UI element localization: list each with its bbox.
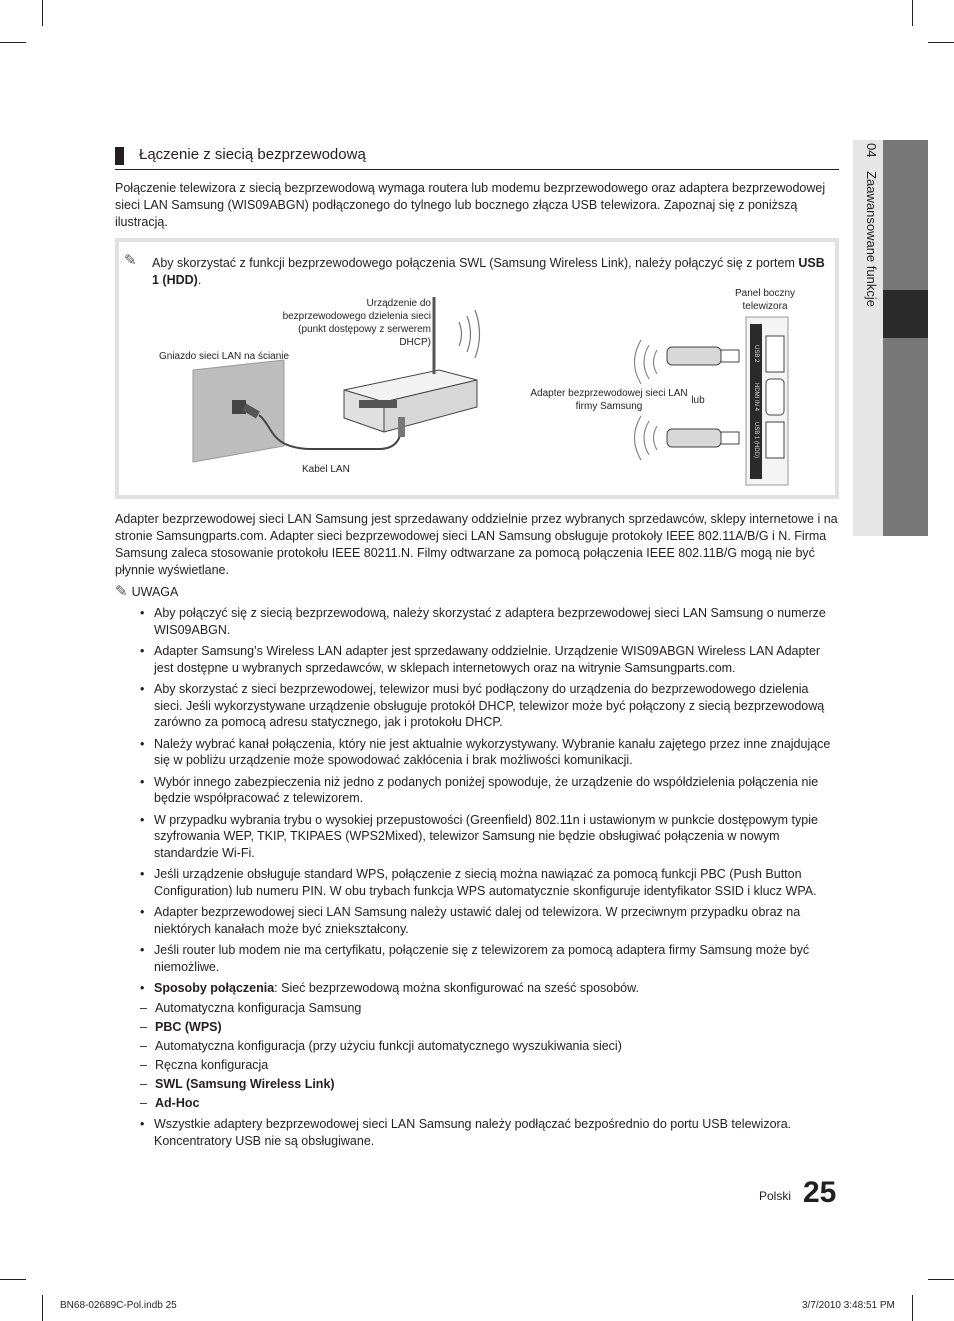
lan-cable-label: Kabel LAN	[302, 464, 350, 475]
usb1-port	[766, 422, 784, 458]
list-item: • Wszystkie adaptery bezprzewodowej sieci LAN Samsung należy podłączać bezpośrednio do portu USB telewizora. Koncentratory USB nie są obsługiwane.	[140, 1116, 840, 1149]
list-item: • Jeśli router lub modem nie ma certyfikatu, połączenie się z telewizorem za pomocą adaptera firmy Samsung może być niemożliwe.	[140, 942, 840, 975]
crop-mark	[0, 42, 26, 43]
chapter-tab-label	[857, 143, 879, 363]
section-title: Łączenie z siecią bezprzewodową	[139, 146, 366, 163]
list-item-methods	[140, 980, 840, 1111]
note-pencil-icon: ✎	[124, 252, 137, 269]
side-panel-label: Panel boczny telewizora	[734, 288, 796, 312]
connection-diagram	[119, 242, 835, 495]
sub-list-item	[140, 1095, 840, 1112]
router-wifi-waves	[459, 310, 480, 358]
note-list	[140, 605, 840, 1154]
crop-mark	[912, 0, 913, 26]
chapter-tab-dark-block	[883, 140, 928, 290]
figure-note-port: USB 1 (HDD)	[152, 256, 825, 287]
intro-paragraph: Połączenie telewizora z siecią bezprzewodową wymaga routera lub modemu bezprzewodowego oraz adaptera bezprzewodowej sieci LAN Samsung (WIS09ABGN) podłączonego do tylnego lub bocznego złącza USB telewizora. Zapoznaj się z poniższą ilustracją.	[115, 181, 826, 229]
chapter-number: 04	[864, 143, 879, 158]
list-item: • Adapter Samsung’s Wireless LAN adapter jest sprzedawany oddzielnie. Urządzenie WIS09ABGN Wireless LAN Adapter jest dostępne u wybranych sprzedawców, w sklepach internetowych oraz na witrynie Samsungparts.com.	[140, 643, 840, 676]
usb1-port-label: USB 1 (HDD)	[753, 422, 759, 458]
hdmi-port	[766, 379, 784, 415]
note-pencil-icon: ✎	[115, 583, 128, 600]
hdmi-port-label: HDMI IN 4	[753, 382, 759, 411]
adapter-label: Adapter bezprzewodowej sieci LAN firmy Samsung	[530, 388, 688, 412]
connection-diagram-frame	[115, 238, 839, 499]
methods-list	[154, 1000, 840, 1112]
chapter-tab-active-marker	[883, 290, 928, 338]
crop-mark	[42, 0, 43, 26]
sub-list-item-text: PBC (WPS)	[155, 1019, 222, 1034]
sub-list-item	[140, 1076, 840, 1093]
imprint-date: 3/7/2010 3:48:51 PM	[802, 1300, 895, 1311]
list-item: • Adapter bezprzewodowej sieci LAN Samsung należy ustawić dalej od telewizora. W przeciwnym przypadku obraz na niektórych kanałach może być zniekształcony.	[140, 904, 840, 937]
imprint-file: BN68-02689C-Pol.indb 25	[60, 1300, 177, 1311]
methods-text: : Sieć bezprzewodową można skonfigurować na sześć sposobów.	[274, 981, 639, 995]
figure-note-period: .	[197, 273, 202, 287]
usb-plug-bottom	[721, 432, 739, 444]
wall-lan-socket	[232, 400, 246, 414]
sub-list-item	[140, 1019, 840, 1036]
or-label: lub	[691, 395, 705, 406]
crop-mark	[928, 1279, 954, 1280]
router-label: Urządzenie do bezprzewodowego dzielenia sieci (punkt dostępowy z serwerem DHCP)	[282, 298, 431, 348]
list-item: • Należy wybrać kanał połączenia, który nie jest aktualnie wykorzystywany. Wybranie kanału zajętego przez inne znajdujące się w pobliżu urządzenie może spowodować zakłócenia i brak możliwości komunikacji.	[140, 736, 840, 769]
list-item: • Aby skorzystać z sieci bezprzewodowej, telewizor musi być podłączony do urządzenia do bezprzewodowego dzielenia sieci. Jeśli wykorzystywane urządzenie obsługuje protokół DHCP, telewizor może być połączony z siecią bezprzewodową zarówno za pomocą adresu statycznego, jak i protokołu DHCP.	[140, 681, 840, 731]
wall-socket-label: Gniazdo sieci LAN na ścianie	[159, 351, 290, 362]
heading-marker	[115, 147, 124, 165]
adapter-wifi-waves	[635, 340, 658, 384]
list-item: • Jeśli urządzenie obsługuje standard WPS, połączenie z siecią można nawiązać za pomocą funkcji PBC (Push Button Configuration) lub numeru PIN. W obu trybach funkcja WPS automatycznie skonfiguruje identyfikator SSID i klucz WPA.	[140, 866, 840, 899]
crop-mark	[0, 1279, 26, 1280]
usb-adapter-bottom	[667, 429, 721, 447]
sub-list-item: – Automatyczna konfiguracja (przy użyciu funkcji automatycznego wyszukiwania sieci)	[140, 1038, 840, 1055]
figure-note-text: Aby skorzystać z funkcji bezprzewodowego połączenia SWL (Samsung Wireless Link), należy połączyć się z portem	[152, 256, 795, 270]
usb-plug-top	[721, 350, 739, 362]
router-ports	[359, 400, 397, 408]
list-item: • W przypadku wybrania trybu o wysokiej przepustowości (Greenfield) 802.11n i ustawionym w punkcie dostępowym typie szyfrowania WEP, TKIP, TKIPAES (WPS2Mixed), telewizor Samsung nie będzie obsługiwać połączenia w nowym standardzie Wi-Fi.	[140, 812, 840, 862]
crop-mark	[912, 1295, 913, 1321]
page-number: 25	[803, 1176, 837, 1209]
sub-list-item-text: SWL (Samsung Wireless Link)	[155, 1076, 335, 1091]
adapter-wifi-waves	[635, 416, 658, 460]
note-heading: UWAGA	[131, 585, 179, 599]
note-heading-row	[115, 582, 178, 600]
list-item: • Aby połączyć się z siecią bezprzewodową, należy skorzystać z adaptera bezprzewodowej sieci LAN Samsung o numerze WIS09ABGN.	[140, 605, 840, 638]
chapter-title: Zaawansowane funkcje	[864, 171, 879, 307]
sub-list-item-text: Ad-Hoc	[155, 1095, 200, 1110]
sub-list-item: – Ręczna konfiguracja	[140, 1057, 840, 1074]
adapter-paragraph: Adapter bezprzewodowej sieci LAN Samsung jest sprzedawany oddzielnie przez wybranych sprzedawców, sklepy internetowe i na stronie Samsungparts.com. Adapter sieci bezprzewodowej sieci LAN Samsung obsługuje protokoły IEEE 802.11A/B/G i N. Firma Samsung zaleca stosowanie protokołu IEEE 80211.N. Filmy odtwarzane za pomocą połączenia IEEE 802.11B/G mogą nie być płynnie wyświetlane.	[115, 512, 838, 577]
section-heading	[115, 145, 839, 170]
list-item: • Wybór innego zabezpieczenia niż jedno z podanych poniżej spowoduje, że urządzenie do współdzielenia połączenia nie będzie współpracować z telewizorem.	[140, 774, 840, 807]
methods-label: Sposoby połączenia	[154, 981, 275, 995]
usb2-port	[766, 336, 784, 372]
footer-language: Polski	[759, 1189, 792, 1203]
crop-mark	[928, 42, 954, 43]
diagram-illustration	[119, 242, 835, 495]
sub-list-item: – Automatyczna konfiguracja Samsung	[140, 1000, 840, 1017]
usb-adapter-top	[667, 347, 721, 365]
crop-mark	[42, 1295, 43, 1321]
usb2-port-label: USB 2	[753, 345, 759, 363]
lan-plug-router	[398, 417, 405, 437]
chapter-tab-dark-block	[883, 338, 928, 536]
